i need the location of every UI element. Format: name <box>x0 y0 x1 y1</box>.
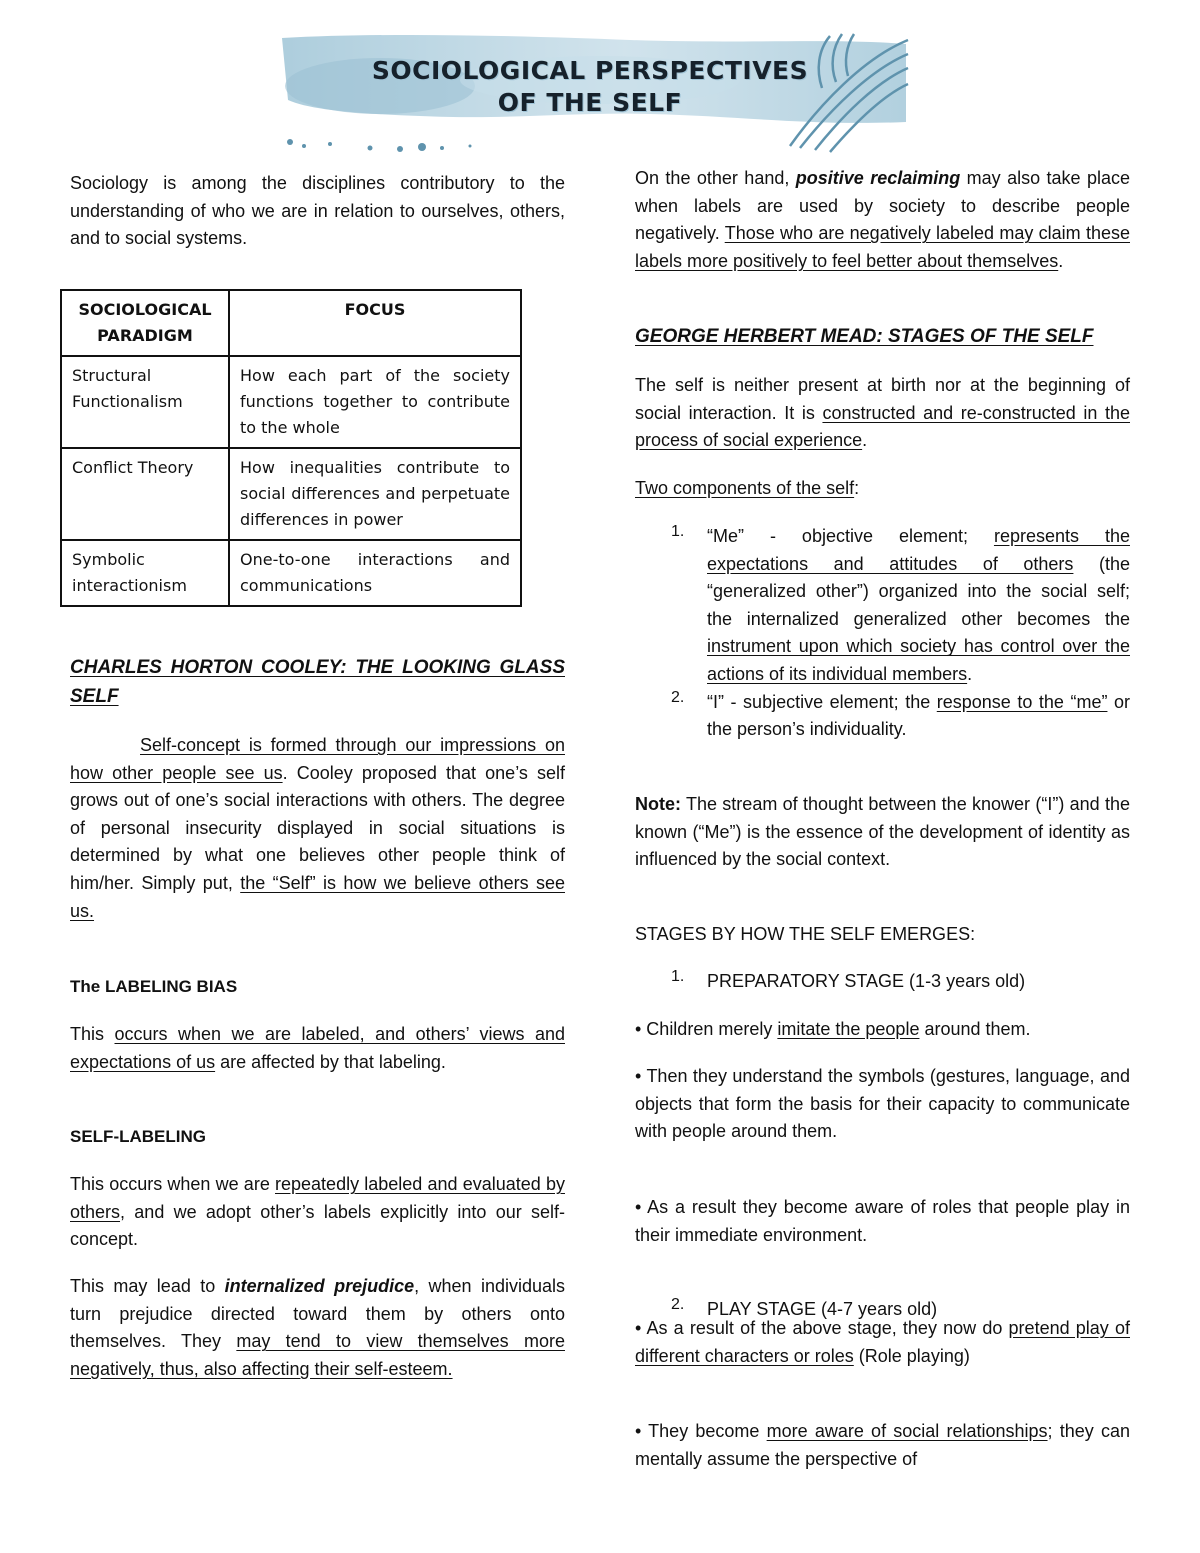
stages-heading: STAGES BY HOW THE SELF EMERGES: <box>635 924 976 944</box>
cooley-underline-1: Self-concept is formed through our impressions on how other people see us <box>70 735 565 783</box>
table-cell-focus: One-to-one interactions and communications <box>229 540 521 606</box>
self-labeling-text-2: , and we adopt other’s labels explicitly into our self-concept. <box>70 1201 565 1250</box>
components-list <box>635 523 1130 744</box>
mead-text-2: . <box>862 430 868 451</box>
mead-underline: constructed and re-constructed in the process of social experience <box>635 402 1130 451</box>
labeling-bias-text-2: are affected by that labeling. <box>215 1051 446 1072</box>
me-underline-1: represents the expectations and attitudes of others <box>707 526 1130 574</box>
self-labeling-heading: SELF-LABELING <box>70 1127 206 1146</box>
intro-paragraph: Sociology is among the disciplines contributory to the understanding of who we are in relation to ourselves, others, and to social systems. <box>70 173 565 249</box>
table-header-paradigm: SOCIOLOGICAL PARADIGM <box>61 290 229 356</box>
bullet-text-2: (Role playing) <box>853 1345 970 1366</box>
stage-1-number: 1. <box>671 968 685 985</box>
bullet-underline: imitate the people <box>777 1019 920 1039</box>
table-cell-focus: How each part of the society functions together to contribute to the whole <box>229 356 521 448</box>
reclaiming-text-2: may also take place when labels are used by society to describe people negatively. <box>635 168 1131 244</box>
labeling-bias-heading: The LABELING BIAS <box>70 977 238 996</box>
bullet-underline: more aware of social relationships <box>766 1421 1048 1441</box>
stage-2-label: PLAY STAGE (4-7 years old) <box>707 1298 938 1319</box>
i-underline: response to the “me” <box>936 691 1108 712</box>
labeling-bias-underline: occurs when we are labeled, and others’ views and expectations of us <box>70 1024 565 1072</box>
stage-2-bullet-2 <box>635 1418 1130 1473</box>
prejudice-term: internalized prejudice <box>224 1276 415 1296</box>
bullet-text-1: • Children merely <box>635 1019 778 1039</box>
table-row <box>61 356 521 448</box>
paradigm-table <box>60 289 522 607</box>
table-header-focus: FOCUS <box>229 290 521 356</box>
mead-heading: GEORGE HERBERT MEAD: STAGES OF THE SELF <box>635 326 1094 347</box>
prejudice-paragraph <box>70 1273 565 1383</box>
reclaiming-term: positive reclaiming <box>795 168 961 188</box>
reclaiming-paragraph <box>635 165 1130 275</box>
stage-1-bullet-2: • Then they understand the symbols (gestures, language, and objects that form the basis for their capacity to communicate with people around them. <box>635 1066 1130 1142</box>
me-text-2: (the “generalized other”) organized into the social self; the internalized generalized other becomes the <box>707 553 1130 629</box>
bullet-text-1: • They become <box>635 1421 767 1441</box>
banner-title-line-1: SOCIOLOGICAL PERSPECTIVES <box>371 56 809 85</box>
me-text-3: . <box>967 663 973 684</box>
mead-text-1: The self is neither present at birth nor at the beginning of social interaction. It is <box>635 375 1130 423</box>
note-text: The stream of thought between the knower (“I”) and the known (“Me”) is the essence of the development of identity as influenced by the social context. <box>635 794 1130 870</box>
table-cell-focus: How inequalities contribute to social differences and perpetuate differences in power <box>229 448 521 540</box>
i-component <box>707 689 1130 744</box>
stage-1-label: PREPARATORY STAGE (1-3 years old) <box>707 971 1026 991</box>
table-cell-paradigm: Symbolic interactionism <box>61 540 229 606</box>
reclaiming-text-1: On the other hand, <box>635 168 796 188</box>
self-labeling-text-1: This occurs when we are <box>70 1174 276 1194</box>
reclaiming-text-3: . <box>1058 250 1064 271</box>
stage-1-bullet-1 <box>635 1016 1130 1044</box>
table-row <box>61 448 521 540</box>
table-cell-paradigm: Structural Functionalism <box>61 356 229 448</box>
banner-title-line-2: OF THE SELF <box>497 88 683 117</box>
labeling-bias-paragraph <box>70 1021 565 1076</box>
components-heading <box>635 475 1130 503</box>
list-item <box>635 523 1130 689</box>
me-text-1: “Me” - objective element; <box>707 526 994 546</box>
note-label: Note: <box>635 794 681 814</box>
table-row <box>61 540 521 606</box>
stage-1-heading <box>635 968 1130 996</box>
stage-2-bullet-1 <box>635 1315 1130 1370</box>
prejudice-underline: may tend to view themselves more negatively, thus, also affecting their self-esteem. <box>70 1331 565 1379</box>
cooley-paragraph <box>70 732 565 925</box>
list-item <box>635 689 1130 744</box>
cooley-text: . Cooley proposed that one’s self grows out of one’s social interactions with others. The degree of personal insecurity displayed in social situations is determined by what one believes other people think of him/her. Simply put, <box>70 762 565 893</box>
table-header-row <box>61 290 521 356</box>
prejudice-text-1: This may lead to <box>70 1276 225 1296</box>
right-column <box>635 0 1131 1469</box>
cooley-underline-2: the “Self” is how we believe others see us. <box>70 872 565 921</box>
mead-paragraph <box>635 372 1130 455</box>
stage-1-bullet-3: • As a result they become aware of roles that people play in their immediate environment. <box>635 1197 1130 1245</box>
me-underline-2: instrument upon which society has control over the actions of its individual members <box>707 636 1130 684</box>
components-colon: : <box>854 478 860 498</box>
list-item-number: 2. <box>671 688 685 706</box>
note-paragraph <box>635 791 1130 874</box>
bullet-text-2: around them. <box>919 1019 1031 1039</box>
components-underline: Two components of the self <box>635 478 855 498</box>
prejudice-text-2: , when individuals turn prejudice directed toward them by others onto themselves. They <box>70 1276 565 1352</box>
list-item-number: 1. <box>671 523 685 540</box>
i-text-1: “I” - subjective element; the <box>707 691 937 712</box>
self-labeling-underline: repeatedly labeled and evaluated by others <box>70 1174 565 1222</box>
bullet-text-1: • As a result of the above stage, they now do <box>635 1318 1009 1338</box>
i-text-2: or the person’s individuality. <box>707 691 1130 740</box>
me-component <box>707 523 1130 689</box>
stage-2-number: 2. <box>671 1295 685 1313</box>
reclaiming-underline: Those who are negatively labeled may claim these labels more positively to feel better about themselves <box>635 223 1130 271</box>
table-cell-paradigm: Conflict Theory <box>61 448 229 540</box>
self-labeling-paragraph <box>70 1171 565 1254</box>
cooley-heading: CHARLES HORTON COOLEY: THE LOOKING GLASS SELF <box>70 657 565 707</box>
bullet-text-2: ; they can mentally assume the perspective of <box>635 1421 1130 1469</box>
bullet-underline: pretend play of different characters or roles <box>635 1318 1130 1366</box>
labeling-bias-text-1: This <box>70 1024 115 1044</box>
